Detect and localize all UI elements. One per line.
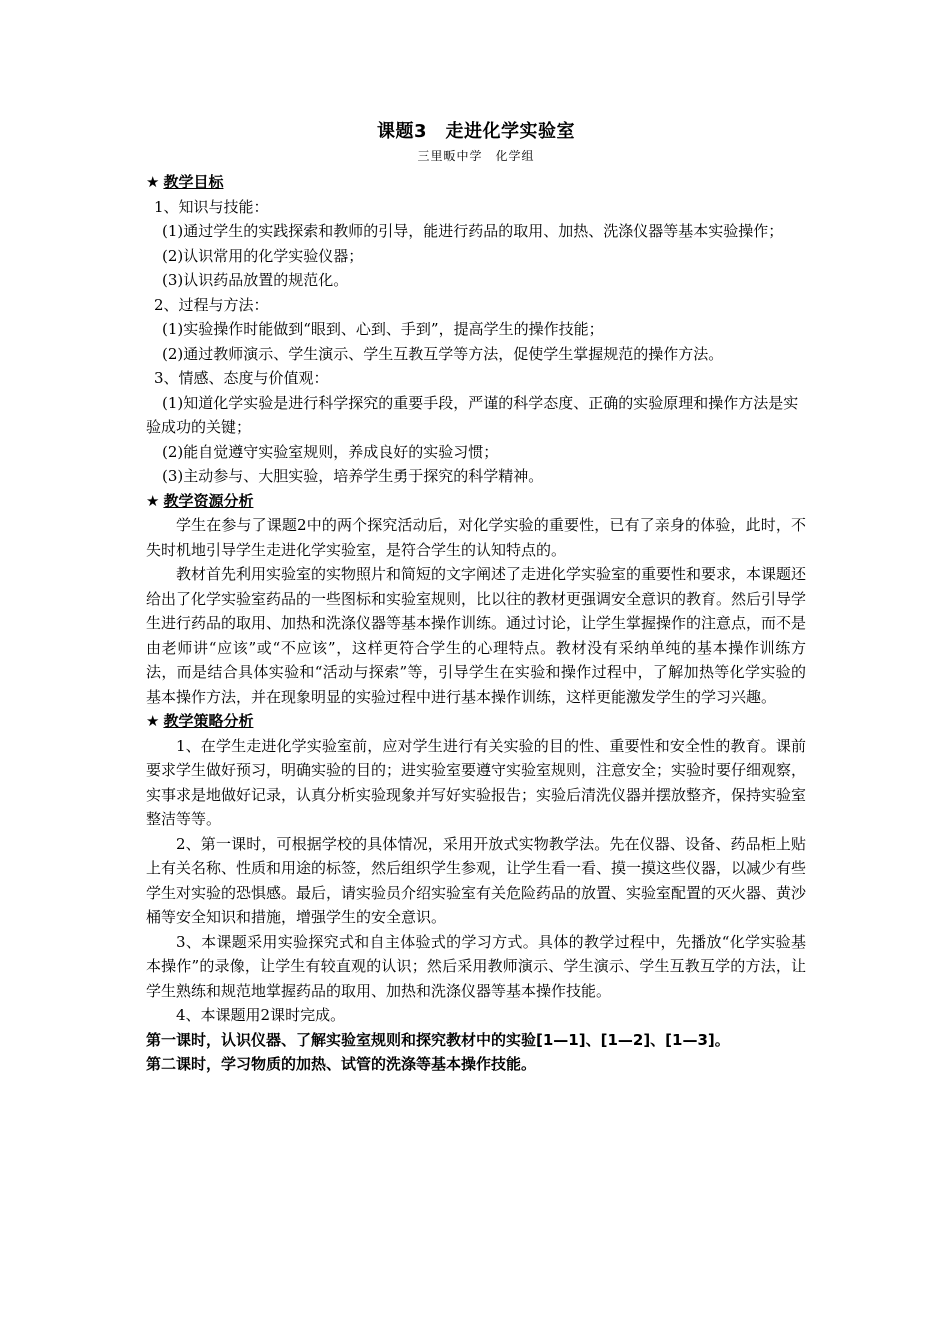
- list-item: (3)认识药品放置的规范化。: [162, 271, 349, 289]
- section-heading-strategy: [146, 709, 806, 734]
- list-item: (2)通过教师演示、学生演示、学生互教互学等方法，促使学生掌握规范的操作方法。: [162, 344, 724, 363]
- section-heading-goals: [146, 170, 806, 195]
- star-icon: ★: [146, 491, 160, 510]
- section-heading-text: 教学目标: [163, 173, 224, 191]
- list-item: (1)通过学生的实践探索和教师的引导，能进行药品的取用、加热、洗涤仪器等基本实验操作；: [162, 222, 784, 240]
- list-item: (2)能自觉遵守实验室规则，养成良好的实验习惯；: [162, 442, 499, 461]
- star-icon: ★: [146, 712, 160, 730]
- page-subtitle: 三里畈中学 化学组: [417, 149, 535, 163]
- paragraph: 学生在参与了课题2中的两个探究活动后，对化学实验的重要性，已有了亲身的体验，此时，不失时机地引导学生走进化学实验室，是符合学生的认知特点的。: [146, 516, 806, 559]
- document-page: [146, 118, 806, 1077]
- list-item: 3、情感、态度与价值观：: [154, 369, 329, 387]
- section-heading-text: 教学策略分析: [163, 712, 254, 730]
- list-item: 1、知识与技能：: [154, 197, 269, 216]
- paragraph: 4、本课题用2课时完成。: [176, 1006, 346, 1024]
- closing-line-lesson-2: 第二课时，学习物质的加热、试管的洗涤等基本操作技能。: [146, 1055, 537, 1073]
- paragraph: 1、在学生走进化学实验室前，应对学生进行有关实验的目的性、重要性和安全性的教育。课前要求学生做好预习，明确实验的目的；进实验室要遵守实验室规则，注意安全；实验时要仔细观察，实事求是地做好记录，认真分析实验现象并写好实验报告；实验后清洗仪器并摆放整齐，保持实验室整洁等等。: [146, 736, 807, 828]
- paragraph: 3、本课题采用实验探究式和自主体验式的学习方式。具体的教学过程中，先播放“化学实验基本操作”的录像，让学生有较直观的认识；然后采用教师演示、学生演示、学生互教互学的方法，让学生熟练和规范地掌握药品的取用、加热和洗涤仪器等基本操作技能。: [146, 932, 806, 1000]
- section-heading-resources: [146, 489, 806, 514]
- paragraph: 2、第一课时，可根据学校的具体情况，采用开放式实物教学法。先在仪器、设备、药品柜上贴上有关名称、性质和用途的标签，然后组织学生参观，让学生看一看、摸一摸这些仪器，以减少有些学生对实验的恐惧感。最后，请实验员介绍实验室有关危险药品的放置、实验室配置的灭火器、黄沙桶等安全知识和措施，增强学生的安全意识。: [146, 834, 807, 926]
- list-item: 2、过程与方法：: [154, 295, 269, 314]
- star-icon: ★: [146, 173, 160, 191]
- paragraph: 教材首先利用实验室的实物照片和简短的文字阐述了走进化学实验室的重要性和要求，本课题还给出了化学实验室药品的一些图标和实验室规则，比以往的教材更强调安全意识的教育。然后引导学生进行药品的取用、加热和洗涤仪器等基本操作训练。通过讨论，让学生掌握操作的注意点，而不是由老师讲“应该”或“不应该”，这样更符合学生的心理特点。教材没有采纳单纯的基本操作训练方法，而是结合具体实验和“活动与探索”等，引导学生在实验和操作过程中，了解加热等化学实验的基本操作方法，并在现象明显的实验过程中进行基本操作训练，这样更能激发学生的学习兴趣。: [146, 565, 807, 706]
- list-item: (3)主动参与、大胆实验，培养学生勇于探究的科学精神。: [162, 467, 544, 485]
- closing-line-lesson-1: 第一课时，认识仪器、了解实验室规则和探究教材中的实验[1—1]、[1—2]、[1—3]。: [146, 1030, 730, 1049]
- list-item: (2)认识常用的化学实验仪器；: [162, 246, 364, 265]
- page-title: 课题3 走进化学实验室: [376, 121, 576, 142]
- list-item: (1)知道化学实验是进行科学探究的重要手段，严谨的科学态度、正确的实验原理和操作方法是实验成功的关键；: [146, 393, 799, 436]
- section-heading-text: 教学资源分析: [163, 491, 254, 510]
- list-item: (1)实验操作时能做到“眼到、心到、手到”，提高学生的操作技能；: [162, 320, 604, 338]
